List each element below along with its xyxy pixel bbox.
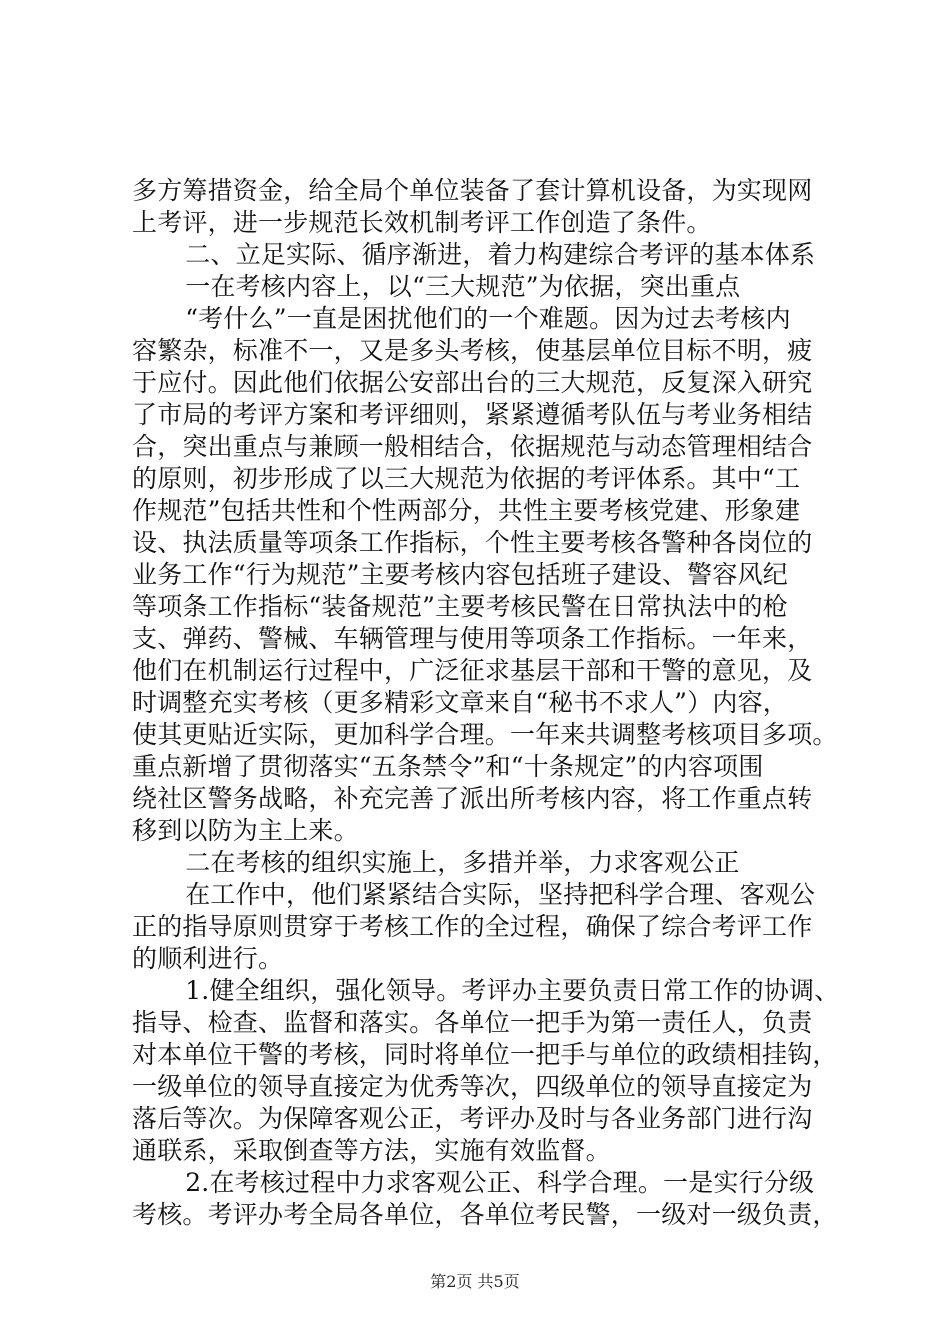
text-line-19: 重点新增了贯彻落实“五条禁令”和“十条规定”的内容项围 (132, 752, 764, 781)
numbered-item-2: 2.在考核过程中力求客观公正、科学合理。一是实行分级 (160, 1168, 815, 1197)
text-line-17: 时调整充实考核（更多精彩文章来自“秘书不求人”）内容， (132, 688, 788, 717)
numbered-item-1: 1.健全组织，强化领导。考评办主要负责日常工作的协调、 (160, 976, 840, 1005)
text-line-14: 等项条工作指标“装备规范”主要考核民警在日常执法中的枪 (132, 592, 788, 621)
text-line-24: 正的指导原则贯穿于考核工作的全过程，确保了综合考评工作 (132, 912, 813, 941)
text-line-10: 的原则，初步形成了以三大规范为依据的考评体系。其中“工 (132, 464, 801, 493)
text-line-23: 在工作中，他们紧紧结合实际，坚持把科学合理、客观公 (160, 880, 816, 909)
text-line-25: 的顺利进行。 (132, 944, 284, 973)
text-line-9: 合，突出重点与兼顾一般相结合，依据规范与动态管理相结合 (132, 432, 813, 461)
text-line-27: 指导、检查、监督和落实。各单位一把手为第一责任人，负责 (132, 1008, 813, 1037)
subsection-heading-2: 二在考核的组织实施上，多措并举，力求客观公正 (160, 848, 740, 877)
text-line-13: 业务工作“行为规范”主要考核内容包括班子建设、警容风纪 (132, 560, 788, 589)
text-line-7: 于应付。因此他们依据公安部出台的三大规范，反复深入研究 (132, 368, 813, 397)
text-line-33: 考核。考评办考全局各单位，各单位考民警，一级对一级负责， (132, 1200, 838, 1229)
text-line-21: 移到以防为主上来。 (132, 816, 359, 845)
subsection-heading-1: 一在考核内容上，以“三大规范”为依据，突出重点 (160, 272, 741, 301)
text-line-20: 绕社区警务战略，补充完善了派出所考核内容，将工作重点转 (132, 784, 813, 813)
text-line-29: 一级单位的领导直接定为优秀等次，四级单位的领导直接定为 (132, 1072, 813, 1101)
text-line-30: 落后等次。为保障客观公正，考评办及时与各业务部门进行沟 (132, 1104, 813, 1133)
text-line-6: 容繁杂，标准不一，又是多头考核，使基层单位目标不明，疲 (132, 336, 813, 365)
text-line-18: 使其更贴近实际，更加科学合理。一年来共调整考核项目多项。 (132, 720, 838, 749)
text-line-11: 作规范”包括共性和个性两部分，共性主要考核党建、形象建 (132, 496, 801, 525)
section-heading-2: 二、立足实际、循序渐进，着力构建综合考评的基本体系 (160, 240, 816, 269)
text-line-1: 多方筹措资金，给全局个单位装备了套计算机设备，为实现网 (132, 176, 813, 205)
text-line-15: 支、弹药、警械、车辆管理与使用等项条工作指标。一年来， (132, 624, 813, 653)
text-line-31: 通联系，采取倒查等方法，实施有效监督。 (132, 1136, 611, 1165)
text-line-28: 对本单位干警的考核，同时将单位一把手与单位的政绩相挂钩， (132, 1040, 838, 1069)
text-line-8: 了市局的考评方案和考评细则，紧紧遵循考队伍与考业务相结 (132, 400, 813, 429)
text-line-2: 上考评，进一步规范长效机制考评工作创造了条件。 (132, 208, 712, 237)
text-line-12: 设、执法质量等项条工作指标，个性主要考核各警种各岗位的 (132, 528, 813, 557)
page-number-footer: 第2页 共5页 (430, 1272, 520, 1291)
text-line-5: “考什么”一直是困扰他们的一个难题。因为过去考核内 (160, 304, 791, 333)
text-line-16: 他们在机制运行过程中，广泛征求基层干部和干警的意见，及 (132, 656, 813, 685)
